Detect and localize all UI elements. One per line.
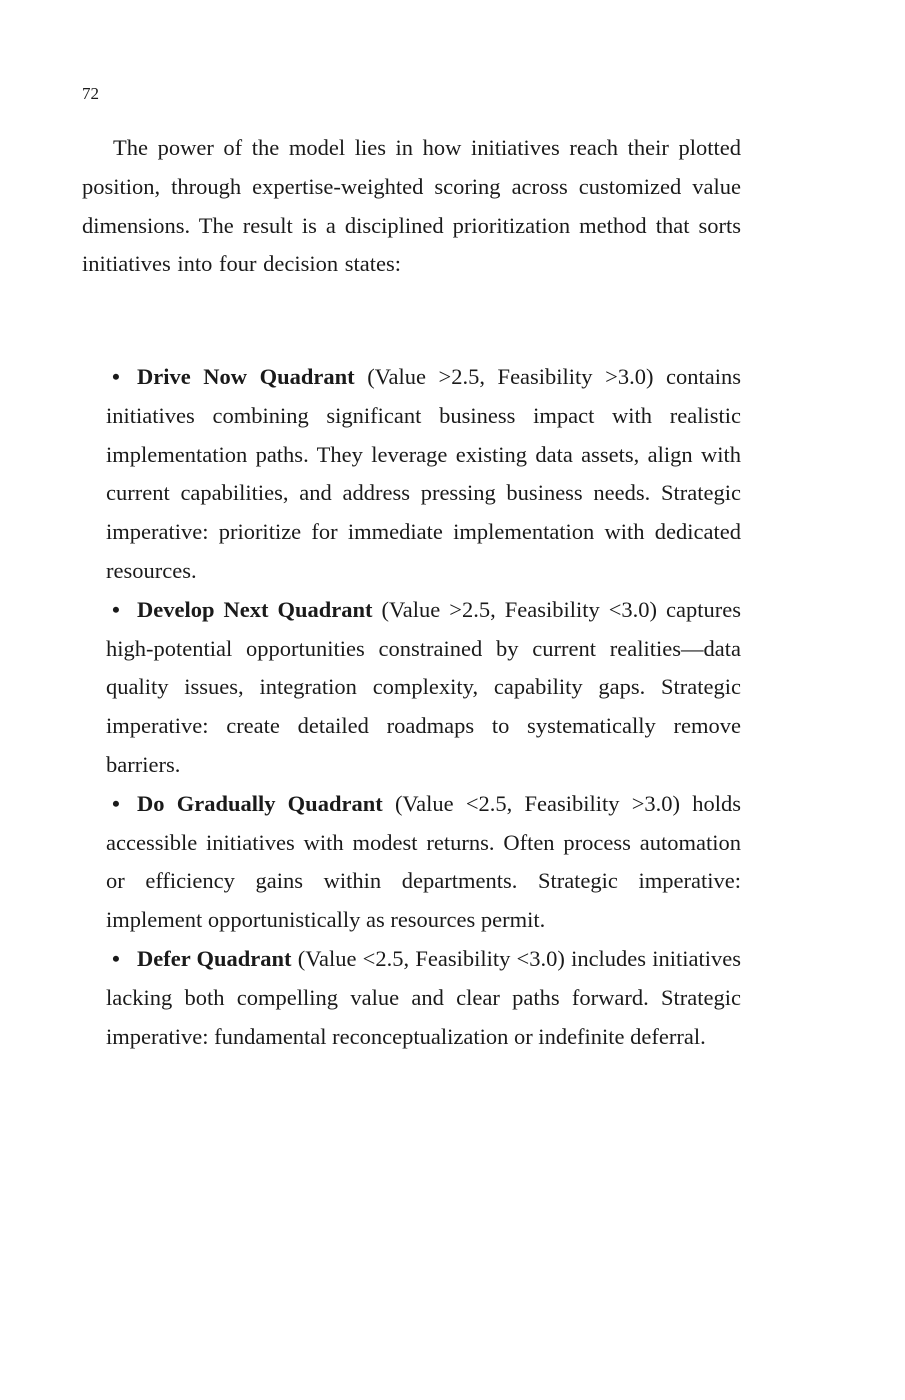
- quadrant-description: (Value >2.5, Feasibility >3.0) contains initiatives combining significant business impact with realistic implementation paths. They leverage existing data assets, align with current capabilities, and address pressing business needs. Strategic imperative: prioritize for immediate implementation with dedicated resources.: [106, 364, 741, 583]
- quadrant-item-develop-next: [106, 591, 741, 785]
- quadrant-title: Defer Quadrant: [137, 945, 292, 971]
- quadrant-item-drive-now: [106, 358, 741, 591]
- bullet-icon: •: [112, 945, 120, 971]
- quadrant-description: (Value >2.5, Feasibility <3.0) captures high-potential opportunities constrained by current realities—data quality issues, integration complexity, capability gaps. Strategic imperative: create detailed roadmaps to systematically remove barriers.: [106, 596, 741, 777]
- quadrant-title: Do Gradually Quadrant: [137, 790, 383, 816]
- quadrant-list: [106, 358, 741, 1056]
- quadrant-item-do-gradually: [106, 785, 741, 940]
- quadrant-item-defer: [106, 940, 741, 1056]
- bullet-icon: •: [112, 790, 120, 816]
- quadrant-description: (Value <2.5, Feasibility <3.0) includes initiatives lacking both compelling value and clear paths forward. Strategic imperative: fundamental reconceptualization or indefinite deferral.: [106, 945, 741, 1049]
- bullet-icon: •: [112, 596, 120, 622]
- quadrant-title: Develop Next Quadrant: [137, 596, 373, 622]
- quadrant-description: (Value <2.5, Feasibility >3.0) holds accessible initiatives with modest returns. Often process automation or efficiency gains within departments. Strategic imperative: implement opportunistically as resources permit.: [106, 790, 742, 933]
- page-number: 72: [82, 84, 99, 103]
- bullet-icon: •: [112, 364, 120, 389]
- intro-paragraph: The power of the model lies in how initiatives reach their plotted position, through expertise-weighted scoring across customized value dimensions. The result is a disciplined prioritization method that sorts initiatives into four decision states:: [82, 135, 741, 277]
- quadrant-title: Drive Now Quadrant: [137, 364, 355, 389]
